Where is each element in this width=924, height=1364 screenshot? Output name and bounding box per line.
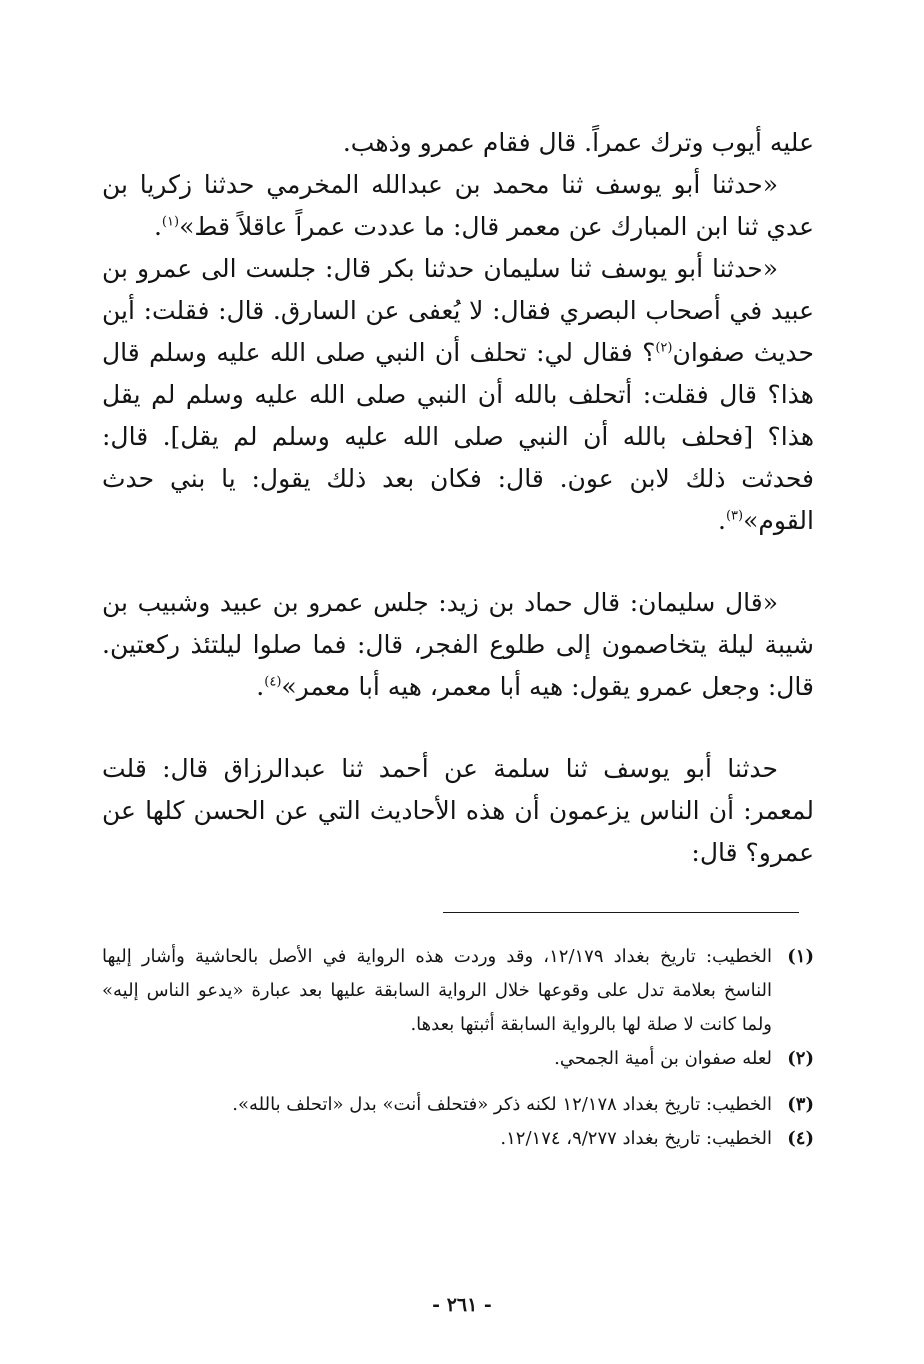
- paragraph-2-text: «حدثنا أبو يوسف ثنا محمد بن عبدالله المخرمي حدثنا زكريا بن عدي ثنا ابن المبارك عن معمر قال: ما عددت عمراً عاقلاً قط»: [102, 170, 814, 241]
- footnotes-block: [102, 940, 814, 1156]
- footnote-4: [102, 1122, 814, 1156]
- footnote-ref-3: (٣): [725, 508, 744, 524]
- footnote-1: [102, 940, 814, 1042]
- paragraph-2: [102, 164, 814, 248]
- paragraph-3: [102, 248, 814, 542]
- paragraph-3-end: .: [718, 506, 726, 535]
- paragraph-1-text: عليه أيوب وترك عمراً. قال فقام عمرو وذهب.: [342, 128, 814, 157]
- paragraph-3-text-a: «حدثنا أبو يوسف ثنا سليمان حدثنا بكر قال: جلست الى عمرو بن عبيد في أصحاب البصري فقال: لا يُعفى عن السارق. قال: فقلت: أين حديث صفوان: [102, 254, 814, 367]
- paragraph-5-text: حدثنا أبو يوسف ثنا سلمة عن أحمد ثنا عبدالرزاق قال: قلت لمعمر: أن الناس يزعمون أن هذه الأحاديث التي عن الحسن كلها عن عمرو؟ قال:: [102, 754, 814, 867]
- paragraph-2-end: .: [153, 212, 162, 241]
- paragraph-4-text: «قال سليمان: قال حماد بن زيد: جلس عمرو بن عبيد وشبيب بن شيبة ليلة يتخاصمون إلى طلوع الفجر، قال: فما صلوا ليلتئذ ركعتين. قال: وجعل عمرو يقول: هيه أبا معمر، هيه أبا معمر»: [102, 588, 814, 701]
- footnote-text: الخطيب: تاريخ بغداد ٩/٢٧٧، ١٢/١٧٤.: [500, 1128, 772, 1149]
- paragraph-5: [102, 748, 814, 874]
- paragraph-4-end: .: [256, 672, 265, 701]
- footnote-ref-2: (٢): [655, 340, 673, 356]
- footnote-number: (٣): [787, 1094, 814, 1115]
- footnote-ref-1: (١): [161, 214, 180, 230]
- paragraph-4: [102, 582, 814, 708]
- footnote-number: (٤): [787, 1128, 814, 1149]
- main-text-block: [102, 122, 814, 874]
- paragraph-3-text-b: ؟ فقال لي: تحلف أن النبي صلى الله عليه وسلم قال هذا؟ قال فقلت: أتحلف بالله أن النبي صلى الله عليه وسلم لم يقل هذا؟ [فحلف بالله أن النبي صلى الله عليه وسلم لم يقل]. قال: فحدثت ذلك لابن عون. قال: فكان بعد ذلك يقول: يا بني حدث القوم»: [102, 338, 814, 535]
- footnote-divider: [443, 912, 799, 913]
- footnote-ref-4: (٤): [264, 674, 282, 690]
- footnote-number: (٢): [787, 1048, 814, 1069]
- footnote-number: (١): [787, 946, 814, 967]
- footnote-text: لعله صفوان بن أمية الجمحي.: [554, 1048, 772, 1069]
- paragraph-1: [102, 122, 814, 164]
- footnote-2: [102, 1042, 814, 1076]
- footnote-3: [102, 1088, 814, 1122]
- footnote-text: الخطيب: تاريخ بغداد ١٢/١٧٨ لكنه ذكر «فتحلف أنت» بدل «اتحلف بالله».: [232, 1094, 772, 1115]
- page-number: - ٢٦١ -: [432, 1294, 492, 1316]
- footnote-text: الخطيب: تاريخ بغداد ١٢/١٧٩، وقد وردت هذه الرواية في الأصل بالحاشية وأشار إليها الناسخ بعلامة تدل على وقوعها خلال الرواية السابقة عليها بعد عبارة «يدعو الناس إليه» ولما كانت لا صلة لها بالرواية السابقة أثبتها بعدها.: [102, 946, 772, 1035]
